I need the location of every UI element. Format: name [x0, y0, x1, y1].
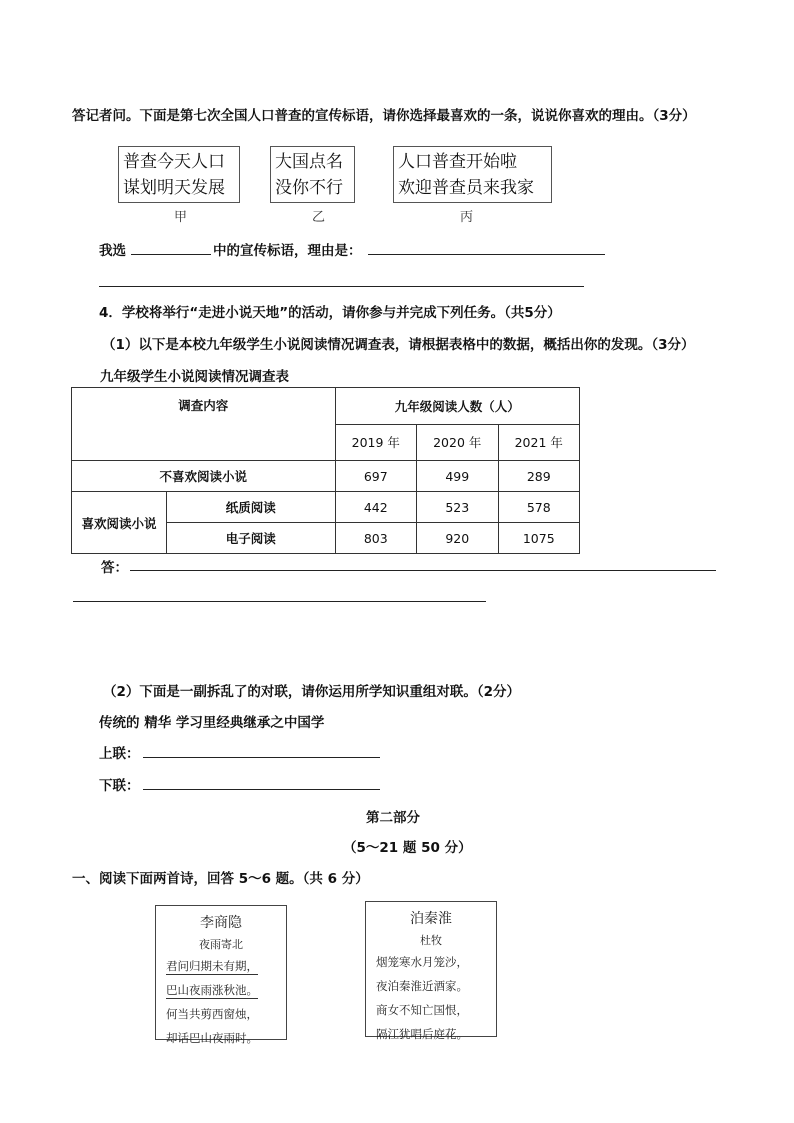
part-subtitle: （5～21 题 50 分） [343, 840, 472, 856]
section-heading: 一、阅读下面两首诗，回答 5～6 题。（共 6 分） [72, 871, 369, 887]
header-content: 调查内容 [72, 388, 336, 461]
q4-part1: （1）以下是本校九年级学生小说阅读情况调查表，请根据表格中的数据，概括出你的发现。（3分） [102, 337, 695, 353]
slogan-jia-box [118, 146, 240, 203]
table-cell: 523 [417, 492, 498, 523]
reason-blank-2[interactable] [99, 286, 584, 287]
slogan-yi-box [270, 146, 355, 203]
poem1-title: 李商隐 [200, 915, 242, 931]
header-group: 九年级阅读人数（人） [335, 388, 579, 425]
poem2-line4: 隔江犹唱后庭花。 [376, 1027, 468, 1041]
survey-table [71, 387, 580, 554]
table-cell: 1075 [498, 523, 580, 554]
poem2-author: 杜牧 [420, 934, 442, 947]
reason-blank-1[interactable] [368, 254, 605, 255]
poem1-line2: 巴山夜雨涨秋池。 [166, 983, 258, 997]
upper-couplet-label: 上联： [99, 746, 140, 762]
slogan-jia-label: 甲 [174, 210, 188, 225]
table-cell: 803 [335, 523, 416, 554]
table-cell: 442 [335, 492, 416, 523]
header-year-2019: 2019 年 [335, 424, 416, 461]
poem1-line4: 却话巴山夜雨时。 [166, 1031, 258, 1045]
row-digital-label: 电子阅读 [167, 523, 336, 554]
slogan-yi-line1: 大国点名 [275, 152, 343, 172]
poem2-line1: 烟笼寒水月笼沙， [376, 955, 468, 969]
poem1-line1: 君问归期未有期， [166, 959, 258, 973]
slogan-bing-line1: 人口普查开始啦 [398, 152, 517, 172]
answer-blank-2[interactable] [73, 601, 486, 602]
poem1-subtitle: 夜雨寄北 [199, 938, 243, 951]
intro-question: 答记者问。下面是第七次全国人口普查的宣传标语，请你选择最喜欢的一条，说说你喜欢的理由。（3分） [72, 108, 696, 124]
poem2-line2: 夜泊秦淮近酒家。 [376, 979, 468, 993]
part-title: 第二部分 [366, 810, 420, 826]
q4-heading: 4．学校将举行“走进小说天地”的活动，请你参与并完成下列任务。（共5分） [99, 305, 561, 321]
poem2-title: 泊秦淮 [410, 911, 452, 927]
table-cell: 697 [335, 461, 416, 492]
row-paper-label: 纸质阅读 [167, 492, 336, 523]
answer-blank-1[interactable] [130, 570, 716, 571]
poem2-line3: 商女不知亡国恨， [376, 1003, 468, 1017]
choice-middle: 中的宣传标语，理由是： [213, 243, 362, 259]
choice-blank[interactable] [131, 254, 211, 255]
slogan-jia-line2: 谋划明天发展 [123, 178, 225, 198]
poem-card-1 [155, 905, 287, 1045]
slogan-bing-box [393, 146, 552, 203]
couplet-scrambled: 传统的 精华 学习里经典继承之中国学 [99, 715, 325, 731]
poem1-line3: 何当共剪西窗烛， [166, 1007, 258, 1021]
table-title: 九年级学生小说阅读情况调查表 [100, 369, 289, 385]
header-year-2021: 2021 年 [498, 424, 580, 461]
table-cell: 578 [498, 492, 580, 523]
poem-card-2 [365, 901, 497, 1041]
table-cell: 289 [498, 461, 580, 492]
slogan-yi-label: 乙 [312, 210, 326, 225]
q4-part2: （2）下面是一副拆乱了的对联，请你运用所学知识重组对联。（2分） [103, 684, 521, 700]
lower-couplet-blank[interactable] [143, 789, 380, 790]
slogan-bing-label: 丙 [460, 210, 474, 225]
slogan-bing-line2: 欢迎普查员来我家 [398, 178, 534, 198]
slogan-jia-line1: 普查今天人口 [123, 152, 225, 172]
table-cell: 499 [417, 461, 498, 492]
row-dislike-label: 不喜欢阅读小说 [72, 461, 336, 492]
choice-prefix: 我选 [99, 243, 126, 259]
table-cell: 920 [417, 523, 498, 554]
row-like-label: 喜欢阅读小说 [72, 492, 167, 554]
answer-label: 答： [101, 560, 128, 576]
upper-couplet-blank[interactable] [143, 757, 380, 758]
slogan-yi-line2: 没你不行 [275, 178, 343, 198]
lower-couplet-label: 下联： [99, 778, 140, 794]
header-year-2020: 2020 年 [417, 424, 498, 461]
